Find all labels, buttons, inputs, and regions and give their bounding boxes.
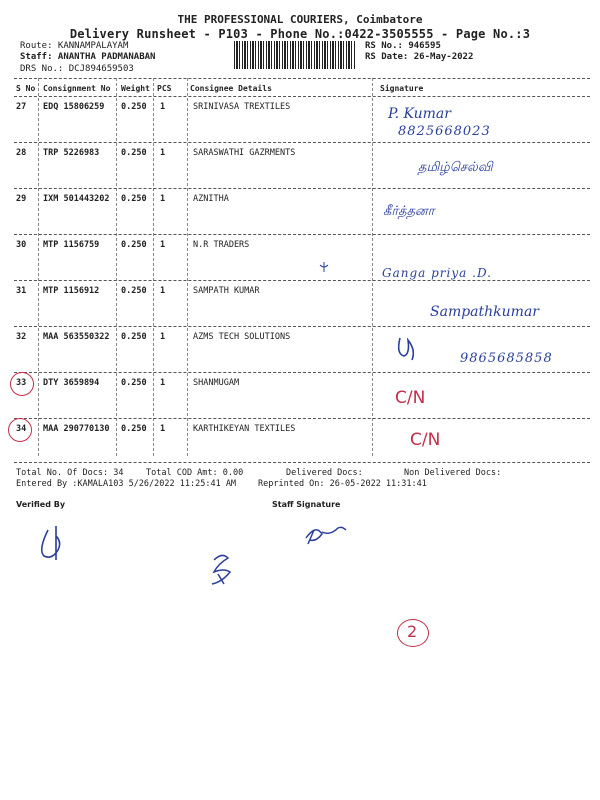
row-consignee: AZNITHA [193,194,229,204]
row-signature: கீர்த்தனா [383,204,435,219]
row-consignment: IXM 501443202 [43,194,110,204]
handwritten-initials [212,555,230,584]
row-sno: 30 [16,240,27,250]
non-delivered-docs: Non Delivered Docs: [404,468,502,478]
row-consignment: EDQ 15806259 [43,102,105,112]
col-header-pcs: PCS [157,84,172,93]
company-title: THE PROFESSIONAL COURIERS, Coimbatore [177,13,423,26]
route-label: Route: KANNAMPALAYAM [20,41,129,51]
row-signature: தமிழ்செல்வி [418,160,493,175]
entered-by: Entered By :KAMALA103 5/26/2022 11:25:41 AM [16,479,237,489]
row-weight: 0.250 [121,424,147,434]
runsheet-subtitle: Delivery Runsheet - P103 - Phone No.:0422-3505555 - Page No.:3 [69,27,531,41]
delivered-docs: Delivered Docs: [286,468,363,478]
row-weight: 0.250 [121,148,147,158]
row-consignee: SRINIVASA TREXTILES [193,102,291,112]
row-pcs: 1 [160,424,166,434]
staff-signature-label: Staff Signature [272,500,341,509]
row-signature: C/N [395,388,426,408]
row-weight: 0.250 [121,102,147,112]
row-signature: C/N [410,430,441,450]
row-sno: 34 [16,424,27,434]
col-header-consignment: Consignment No [43,84,111,93]
row-weight: 0.250 [121,286,147,296]
reprinted-on: Reprinted On: 26-05-2022 11:31:41 [258,479,427,489]
row-sno: 28 [16,148,27,158]
row-signature: Ganga priya .D. [382,266,492,280]
row-pcs: 1 [160,148,166,158]
row-pcs: 1 [160,194,166,204]
row-sno: 27 [16,102,27,112]
row-consignee: SAMPATH KUMAR [193,286,260,296]
verified-by-label: Verified By [16,500,66,509]
row-pcs: 1 [160,286,166,296]
page-mark-number: 2 [407,622,418,641]
total-cod: Total COD Amt: 0.00 [146,468,244,478]
row-consignment: MAA 290770130 [43,424,110,434]
total-docs: Total No. Of Docs: 34 [16,468,124,478]
col-header-details: Consignee Details [190,84,272,93]
row-32-signature-scribble [399,338,414,360]
row-pcs: 1 [160,378,166,388]
row-consignee: N.R TRADERS [193,240,250,250]
col-header-weight: Weight [121,84,150,93]
row-consignment: MTP 1156759 [43,240,100,250]
row-consignment: DTY 3659894 [43,378,100,388]
row-weight: 0.250 [121,240,147,250]
col-header-sno: S No [16,84,36,93]
row-consignee: KARTHIKEYAN TEXTILES [193,424,296,434]
verifier-signature [42,526,60,560]
row-consignment: MTP 1156912 [43,286,100,296]
row-consignee: SHANMUGAM [193,378,240,388]
row-sno: 33 [16,378,27,388]
col-header-signature: Signature [380,84,424,93]
row-signature-phone: 8825668023 [398,124,491,139]
row-pcs: 1 [160,240,166,250]
stray-pen-mark [320,262,328,272]
rs-number: RS No.: 946595 [365,41,441,51]
row-consignment: TRP 5226983 [43,148,100,158]
row-weight: 0.250 [121,194,147,204]
row-weight: 0.250 [121,332,147,342]
row-signature: Sampathkumar [430,304,539,320]
row-sno: 29 [16,194,27,204]
row-consignee: AZMS TECH SOLUTIONS [193,332,291,342]
row-signature: 9865685858 [460,351,553,366]
row-sno: 31 [16,286,27,296]
row-weight: 0.250 [121,378,147,388]
drs-label: DRS No.: DCJ894659503 [20,64,134,74]
row-pcs: 1 [160,332,166,342]
staff-label: Staff: ANANTHA PADMANABAN [20,52,156,62]
row-consignment: MAA 563550322 [43,332,110,342]
staff-signature-scribble [306,527,346,544]
rs-date: RS Date: 26-May-2022 [365,52,474,62]
row-pcs: 1 [160,102,166,112]
row-consignee: SARASWATHI GAZRMENTS [193,148,296,158]
row-signature: P. Kumar [388,106,451,122]
row-sno: 32 [16,332,27,342]
